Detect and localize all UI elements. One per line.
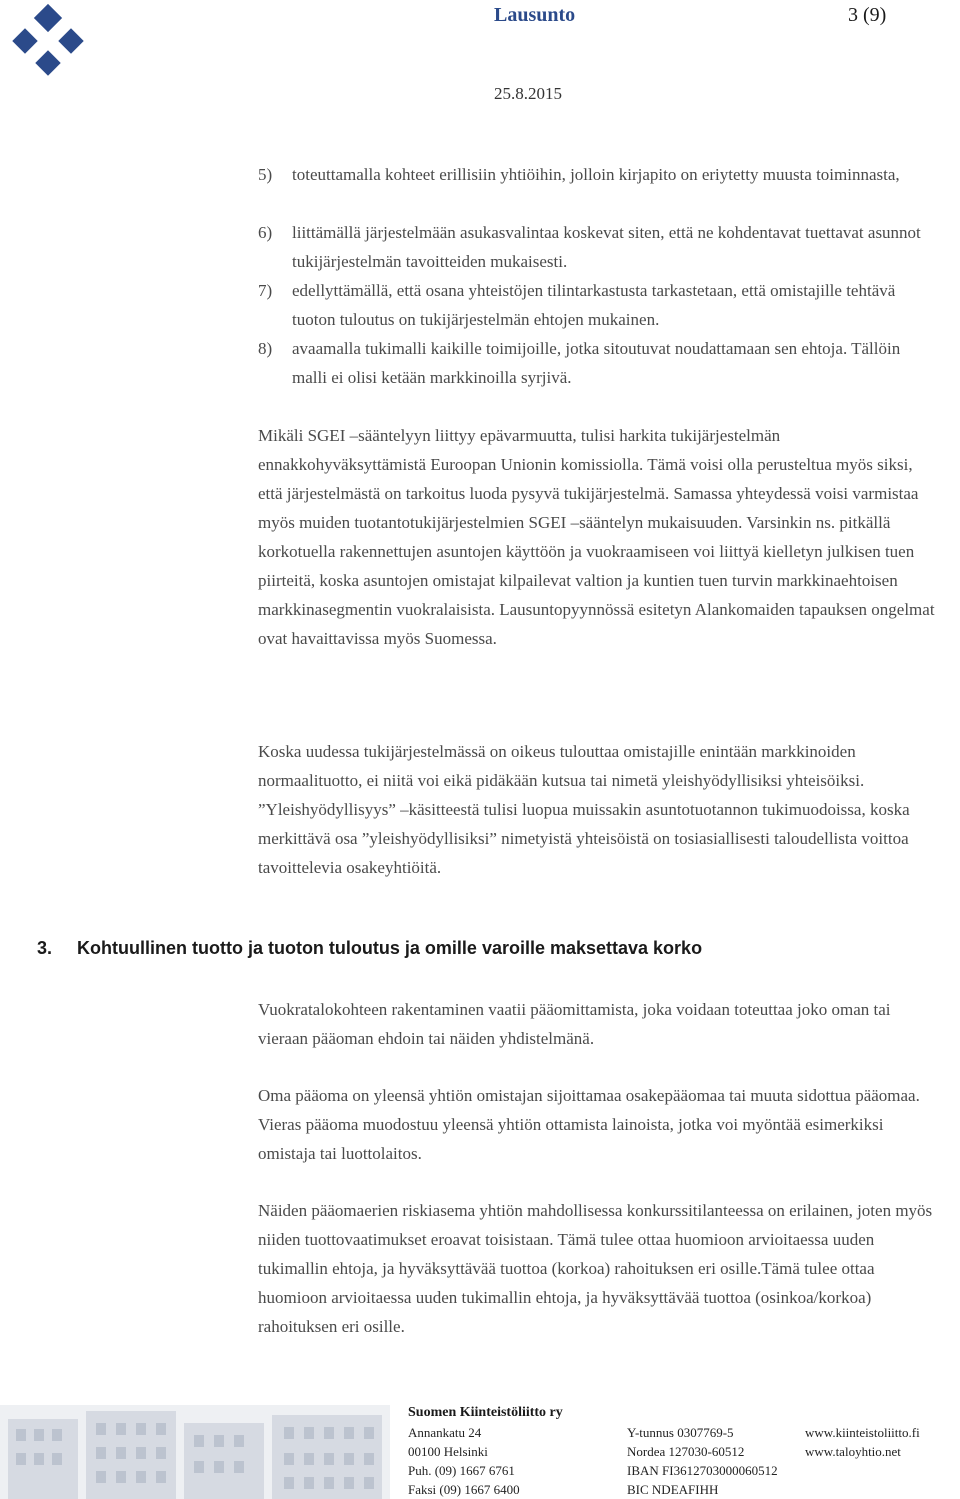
- list-item: [258, 218, 938, 276]
- paragraph-oma-paaoma: Oma pääoma on yleensä yhtiön omistajan sijoittamaa osakepääomaa tai muuta sidottua pääomaa. Vieras pääoma muodostuu yleensä yhtiön ottamista lainoista, jotka voi myöntää esimerkiksi omistaja tai luottolaitos.: [258, 1086, 920, 1163]
- footer-link-kiinteistoliitto[interactable]: www.kiinteistoliitto.fi: [805, 1425, 920, 1440]
- footer-organization: Suomen Kiinteistöliitto ry: [408, 1405, 563, 1420]
- footer-websites: [805, 1423, 920, 1461]
- footer-link-taloyhtio[interactable]: www.taloyhtio.net: [805, 1444, 901, 1459]
- paragraph-paaomittaminen: Vuokratalokohteen rakentaminen vaatii pääomittamista, joka voidaan toteuttaa joko oman tai vieraan pääoman ehdoin tai näiden yhdistelmänä.: [258, 1000, 891, 1048]
- footer-iban: IBAN FI3612703000060512: [627, 1463, 778, 1478]
- list-item-text: avaamalla tukimalli kaikille toimijoille, jotka sitoutuvat noudattamaan sen ehtoja. Tällöin malli ei olisi ketään markkinoilla syrjivä.: [292, 339, 901, 387]
- list-item-text: liittämällä järjestelmään asukasvalintaa koskevat siten, että ne kohdentavat tuettavat asunnot tukijärjestelmän tavoitteiden mukaisesti.: [292, 223, 921, 271]
- section-title: Kohtuullinen tuotto ja tuoton tuloutus ja omille varoille maksettava korko: [77, 938, 703, 958]
- section-heading: [37, 938, 702, 959]
- list-item: [258, 334, 938, 392]
- building-illustration: [0, 1405, 390, 1499]
- footer-bank-details: [627, 1423, 778, 1499]
- paragraph-yleishyodyllisyys: Koska uudessa tukijärjestelmässä on oikeus tulouttaa omistajille enintään markkinoiden normaalituotto, ei niitä voi eikä pidäkään kutsua tai nimetä yleishyödyllisiksi yhteisöiksi. ”Yleishyödyllisyys” –käsitteestä tulisi luopua muissakin asuntotuotannon tukimuodoissa, koska merkittävä osa ”yleishyödyllisiksi” nimetyistä yhteisöistä on tosiasiallisesti taloudellista voittoa tavoittelevia osakeyhtiöitä.: [258, 742, 910, 877]
- footer-business-id: Y-tunnus 0307769-5: [627, 1425, 734, 1440]
- footer-city: 00100 Helsinki: [408, 1444, 488, 1459]
- list-item-text: edellyttämällä, että osana yhteistöjen tilintarkastusta tarkastetaan, että omistajille tehtävä tuoton tuloutus on tukijärjestelmän ehtojen mukainen.: [292, 281, 896, 329]
- document-type: Lausunto: [494, 4, 576, 26]
- footer-fax: Faksi (09) 1667 6400: [408, 1482, 520, 1497]
- paragraph-riskiasema: Näiden pääomaerien riskiasema yhtiön mahdollisessa konkurssitilanteessa on erilainen, joten myös niiden tuottovaatimukset eroavat toisistaan. Tämä tulee ottaa huomioon arvioitaessa uuden tukimallin ehtoja, ja hyväksyttävää tuottoa (korkoa) rahoituksen eri osille.Tämä tulee ottaa huomioon arvioitaessa uuden tukimallin ehtoja, ja hyväksyttävää tuottoa (osinkoa/korkoa) rahoituksen eri osille.: [258, 1201, 933, 1336]
- page-number: 3 (9): [848, 4, 887, 26]
- footer-phone: Puh. (09) 1667 6761: [408, 1463, 515, 1478]
- footer-address: [408, 1423, 520, 1499]
- document-date: 25.8.2015: [494, 84, 562, 103]
- list-item-number: 6): [258, 223, 273, 242]
- list-item: [258, 276, 938, 334]
- list-item-text: toteuttamalla kohteet erillisiin yhtiöihin, jolloin kirjapito on eriytetty muusta toiminnasta,: [292, 165, 900, 184]
- list-item-number: 7): [258, 281, 273, 300]
- footer-street: Annankatu 24: [408, 1425, 482, 1440]
- list-item-number: 5): [258, 165, 273, 184]
- section-number: 3.: [37, 938, 53, 958]
- list-item: [258, 160, 938, 189]
- list-item-number: 8): [258, 339, 273, 358]
- footer-bank-account: Nordea 127030-60512: [627, 1444, 745, 1459]
- kiinteistoliitto-logo: [8, 2, 88, 82]
- paragraph-sgei: Mikäli SGEI –sääntelyyn liittyy epävarmuutta, tulisi harkita tukijärjestelmän ennakkohyväksyttämistä Euroopan Unionin komissiolla. Tämä voisi olla perusteltua myös siksi, että järjestelmästä on tarkoitus luoda pysyvä tukijärjestelmä. Samassa yhteydessä voisi varmistaa myös muiden tuotantotukijärjestelmien SGEI –sääntelyn mukaisuuden. Varsinkin ns. pitkällä korkotuella rakennettujen asuntojen käyttöön ja vuokraamiseen voi liittyä kielletyn julkisen tuen piirteitä, koska asuntojen omistajat kilpailevat valtion ja kuntien tuen turvin markkinaehtoisen markkinasegmentin vuokralaisista. Lausuntopyynnössä esitetyn Alankomaiden tapauksen ongelmat ovat havaittavissa myös Suomessa.: [258, 426, 935, 648]
- footer-bic: BIC NDEAFIHH: [627, 1482, 719, 1497]
